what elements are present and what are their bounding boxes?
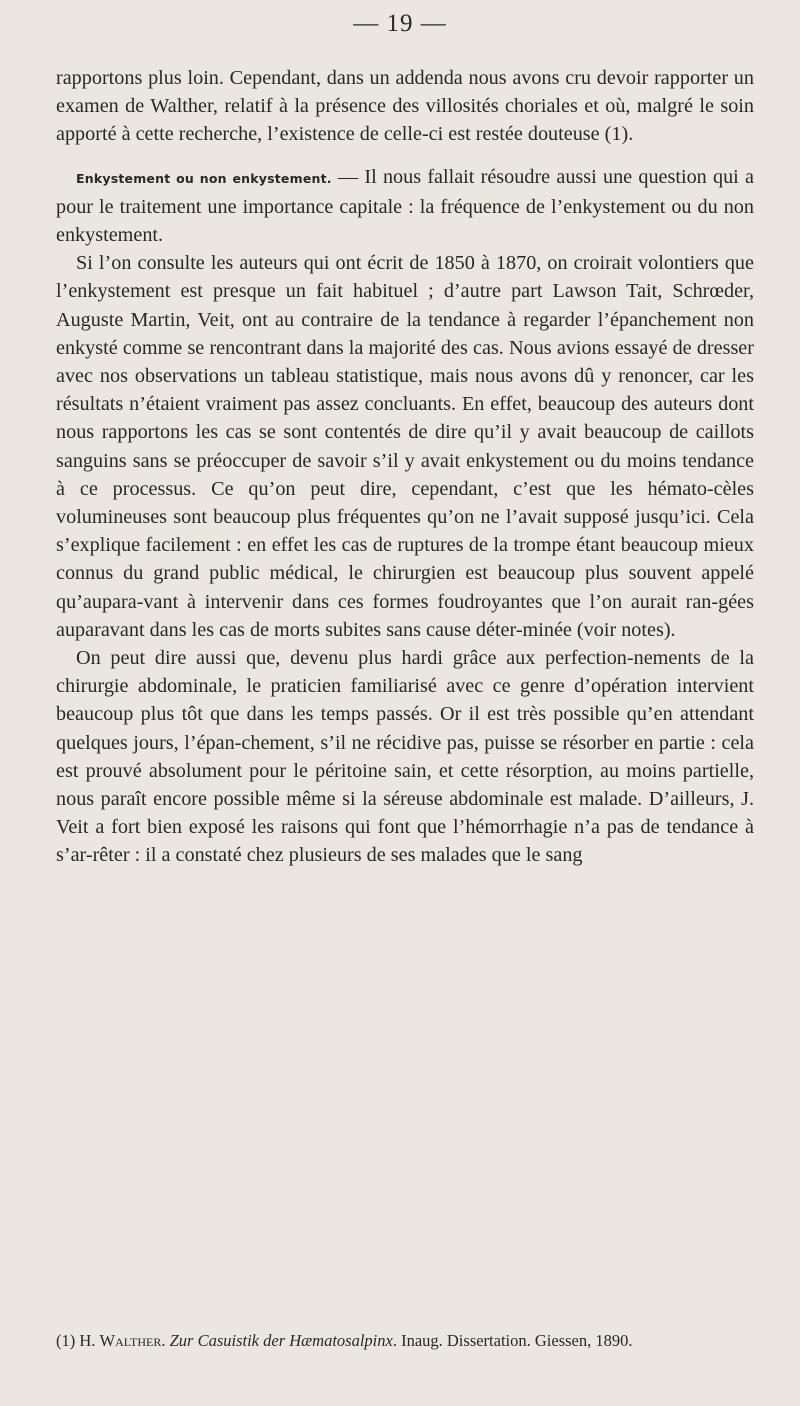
footnote-separator: . bbox=[161, 1331, 170, 1350]
paragraph-continuation: rapportons plus loin. Cependant, dans un addenda nous avons cru devoir rapporter un examen de Walther, relatif à la présence des villosités choriales et où, malgré le soin apporté à cette recherche, l’existence de celle-ci est restée douteuse (1). bbox=[56, 67, 754, 146]
section-dash: — bbox=[331, 165, 365, 188]
paragraph: On peut dire aussi que, devenu plus hardi grâce aux perfection-nements de la chirurgie abdominale, le praticien familiarisé avec ce genre d’opération intervient beaucoup plus tôt que dans les temps passés. Or il est très possible qu’en attendant quelques jours, l’épan-chement, s’il ne récidive pas, puisse se résorber en partie : cela est prouvé absolument pour le péritoine sain, et cette résorption, au moins partielle, nous paraît encore possible même si la séreuse abdominale est malade. D’ailleurs, J. Veit a fort bien exposé les raisons qui font que l’hémorrhagie n’a pas de tendance à s’ar-rêter : il a constaté chez plusieurs de ses malades que le sang bbox=[56, 647, 754, 867]
section-paragraph-text: Il nous fallait résoudre aussi une question qui a pour le traitement une importance capitale : la fréquence de l’enkystement ou du non enkystement. bbox=[56, 165, 754, 247]
footnote-details: . Inaug. Dissertation. Giessen, 1890. bbox=[392, 1331, 633, 1350]
footnote-title: Zur Casuistik der Hæmatosalpinx bbox=[169, 1331, 393, 1350]
footnote bbox=[56, 1330, 754, 1352]
paragraph: Si l’on consulte les auteurs qui ont écrit de 1850 à 1870, on croirait volontiers que l’enkystement est presque un fait habituel ; d’autre part Lawson Tait, Schrœder, Auguste Martin, Veit, ont au contraire de la tendance à regarder l’épanchement non enkysté comme se rencontrant dans la majorité des cas. Nous avions essayé de dresser avec nos observations un tableau statistique, mais nous avons dû y renoncer, car les résultats n’étaient vraiment pas assez concluants. En effet, beaucoup des auteurs dont nous rapportons les cas se sont contentés de dire qu’il y avait beaucoup de caillots sanguins sans se préoccuper de savoir s’il y avait enkystement ou du moins tendance à ce processus. Ce qu’on peut dire, cependant, c’est que les hémato-cèles volumineuses sont beaucoup plus fréquentes qu’on ne l’avait supposé jusqu’ici. Cela s’explique facilement : en effet les cas de ruptures de la trompe étant beaucoup mieux connus du grand public médical, le chirurgien est beaucoup plus souvent appelé qu’aupara-vant à intervenir dans ces formes foudroyantes que l’on aurait ran-gées auparavant dans les cas de morts subites sans cause déter-minée (voir notes). bbox=[56, 252, 754, 641]
footnote-author: Walther bbox=[99, 1331, 162, 1350]
section-paragraph bbox=[56, 163, 754, 250]
body-text bbox=[56, 64, 754, 870]
page-number: — 19 — bbox=[353, 10, 447, 37]
section-heading: Enkystement ou non enkystement. bbox=[76, 170, 332, 186]
footnote-marker: (1) H. bbox=[56, 1331, 100, 1350]
